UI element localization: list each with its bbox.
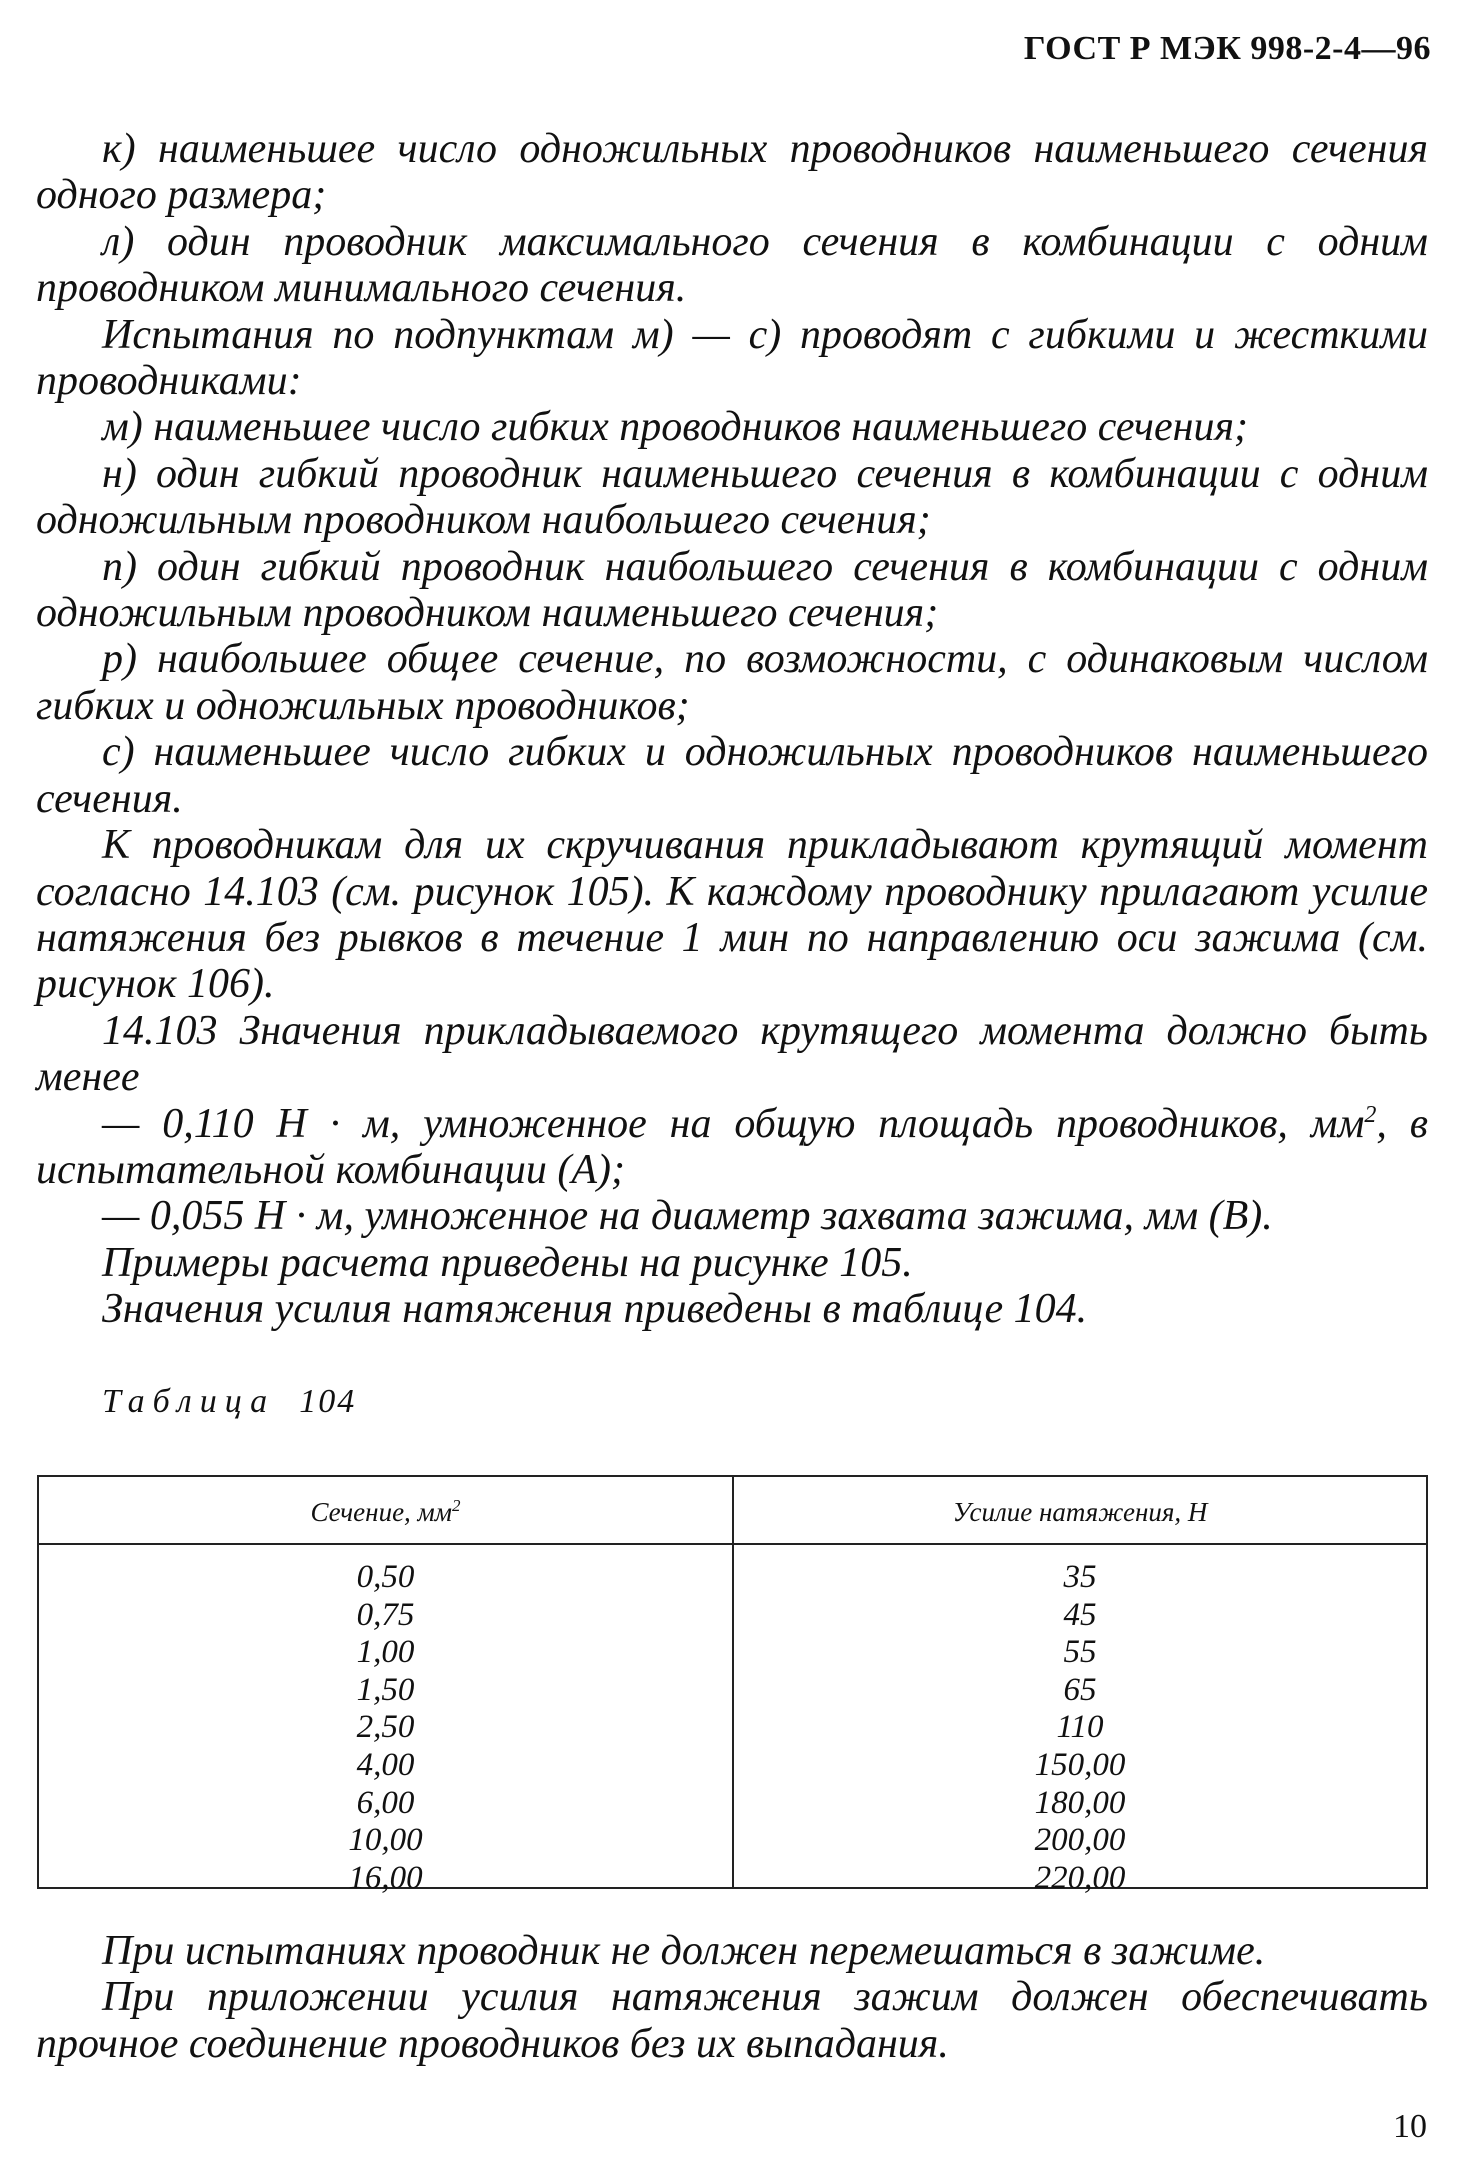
paragraph-item-s: с) наименьшее число гибких и одножильных проводников наименьшего сечения. [36,729,1428,822]
table-cell-force: 65 [1063,1671,1097,1708]
paragraph-clause-14-103: 14.103 Значения прикладываемого крутящего момента должно быть менее [36,1007,1428,1101]
table-caption [102,1383,356,1421]
superscript-2: 2 [1364,1101,1377,1128]
table-cell-force: 110 [1056,1709,1104,1746]
column-header-section-text: Сечение, мм [310,1497,453,1527]
table-cell-section: 1,00 [356,1634,415,1671]
document-code-header: ГОСТ Р МЭК 998-2-4—96 [1023,30,1431,67]
dash-item-a-text: — 0,110 Н · м, умноженное на общую площадь проводников, мм [102,1100,1365,1147]
table-cell-section: 16,00 [348,1859,423,1896]
paragraph-tests-intro: Испытания по подпунктам м) — с) проводят с гибкими и жесткими проводниками: [36,311,1428,405]
table-cell-section: 6,00 [356,1784,415,1821]
table-cell-force: 180,00 [1034,1784,1126,1821]
paragraph-examples-note: Примеры расчета приведены на рисунке 105. [102,1239,913,1286]
paragraph-item-p: п) один гибкий проводник наибольшего сечения в комбинации с одним одножильным проводником наименьшего сечения; [36,543,1428,637]
paragraph-item-m: м) наименьшее число гибких проводников наименьшего сечения; [102,404,1248,451]
table-caption-number: 104 [299,1383,357,1420]
table-cell-force: 150,00 [1034,1746,1126,1783]
paragraph-item-l: л) один проводник максимального сечения в комбинации с одним проводником минимального сечения. [36,218,1428,312]
dash-item-a-text-end: , в испытательной комбинации (А); [36,1100,1428,1193]
table-cell-force: 35 [1063,1559,1097,1595]
column-header-section-sup: 2 [452,1496,461,1515]
tension-force-table [37,1475,1428,1896]
table-cell-section: 1,50 [356,1671,415,1708]
table-cell-section: 4,00 [356,1746,415,1783]
paragraph-item-r: р) наибольшее общее сечение, по возможности, с одинаковым числом гибких и одножильных проводников; [36,636,1428,729]
table-cell-section: 10,00 [348,1822,423,1859]
table-cell-force: 45 [1063,1596,1097,1633]
table-cell-force: 55 [1063,1634,1097,1671]
table-cell-section: 0,75 [356,1596,415,1633]
table-cell-force: 200,00 [1034,1822,1126,1859]
paragraph-reliable-connection: При приложении усилия натяжения зажим должен обеспечивать прочное соединение проводников без их выпадания. [36,1974,1428,2067]
paragraph-item-n: н) один гибкий проводник наименьшего сечения в комбинации с одним одножильным проводником наибольшего сечения; [36,450,1428,544]
paragraph-table-reference: Значения усилия натяжения приведены в таблице 104. [102,1286,1088,1333]
table-cell-section: 2,50 [356,1709,415,1746]
table-caption-word: Таблица [102,1383,276,1420]
main-text-block [36,126,1428,1333]
dash-item-a [36,1101,1428,1194]
column-header-section [39,1497,732,1528]
column-values-section [39,1559,732,1897]
paragraph-no-displacement: При испытаниях проводник не должен перемешаться в зажиме. [102,1928,1266,1974]
dash-item-b: — 0,055 Н · м, умноженное на диаметр захвата зажима, мм (В). [102,1193,1273,1240]
table-cell-force: 220,00 [1034,1859,1126,1896]
column-values-force [734,1559,1426,1897]
paragraph-torque-description: К проводникам для их скручивания прикладывают крутящий момент согласно 14.103 (см. рисунок 105). К каждому проводнику прилагают усилие натяжения без рывков в течение 1 мин по направлению оси зажима (см. рисунок 106). [36,822,1428,1008]
column-header-force: Усилие натяжения, Н [952,1497,1208,1527]
post-table-text-block [36,1928,1428,2067]
table-cell-section: 0,50 [356,1559,415,1595]
page-number: 10 [1393,2108,1427,2145]
paragraph-item-k: к) наименьшее число одножильных проводников наименьшего сечения одного размера; [36,126,1428,219]
